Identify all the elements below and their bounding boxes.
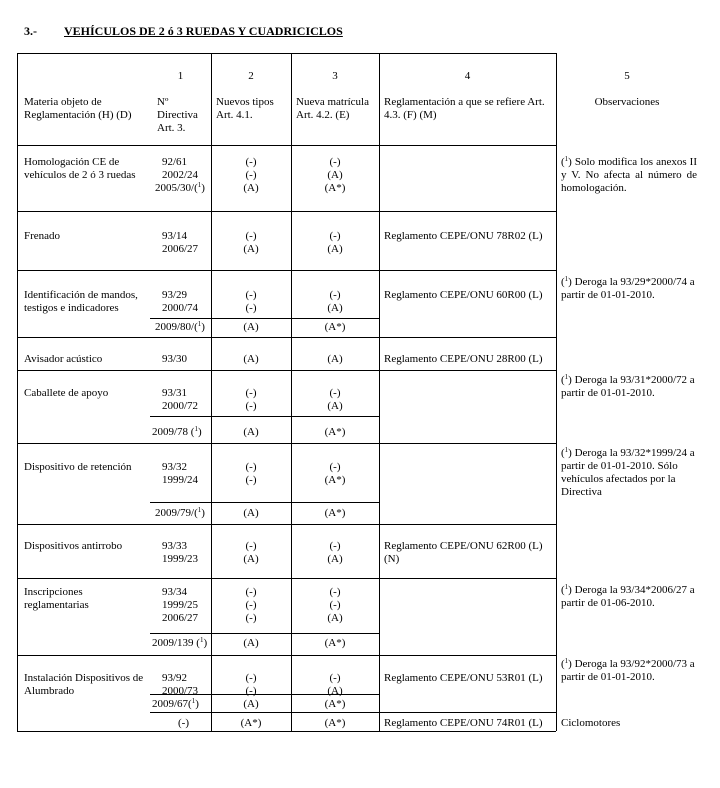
nuevos-value: (A*) xyxy=(240,717,262,729)
matricula-value: (-) xyxy=(329,586,341,598)
observacion-text: ($^1$) Deroga la 93/31*2000/72 a partir de 01-01-2010. xyxy=(561,373,695,399)
matricula-value: (-) xyxy=(329,540,341,552)
col-number-2: 2 xyxy=(248,70,254,82)
header-reglamentacion: Reglamentación a que se refiere Art. 4.3. (F) (M) xyxy=(384,96,545,121)
nuevos-value: (-) xyxy=(245,474,257,486)
nuevos-value: (-) xyxy=(245,612,257,624)
matricula-value: (-) xyxy=(329,599,341,611)
directiva-value: 93/29 xyxy=(162,289,188,301)
matricula-value: (A*) xyxy=(324,321,346,333)
materia-label: Inscripciones reglamentarias xyxy=(24,586,89,611)
observacion-text: ($^1$) Deroga la 93/32*1999/24 a partir de 01-01-2010. Sólo vehículos afectados por la Directiva xyxy=(561,446,695,498)
reglamento-text: Reglamento CEPE/ONU 74R01 (L) xyxy=(384,717,543,729)
col-number-1: 1 xyxy=(177,70,184,82)
nuevos-value: (-) xyxy=(245,169,257,181)
matricula-value: (A*) xyxy=(324,698,346,710)
header-observaciones: Observaciones xyxy=(594,96,660,108)
directiva-value: 93/32 xyxy=(162,461,188,473)
reglamento-text: Reglamento CEPE/ONU 53R01 (L) xyxy=(384,672,543,684)
nuevos-value: (A) xyxy=(243,321,259,333)
directiva-value: 2009/139 ($^1$) xyxy=(152,636,208,649)
matricula-value: (A) xyxy=(327,553,343,565)
reglamento-text: Reglamento CEPE/ONU 62R00 (L) (N) xyxy=(384,540,543,565)
reglamento-text: Reglamento CEPE/ONU 78R02 (L) xyxy=(384,230,543,242)
matricula-value: (A) xyxy=(327,169,343,181)
matricula-value: (-) xyxy=(329,230,341,242)
directiva-value: 2009/78 ($^1$) xyxy=(152,425,202,438)
matricula-value: (A*) xyxy=(324,507,346,519)
directiva-value: 1999/24 xyxy=(162,474,199,486)
matricula-value: (A) xyxy=(327,353,343,365)
matricula-value: (A) xyxy=(327,685,343,697)
nuevos-value: (-) xyxy=(245,302,257,314)
materia-label: Frenado xyxy=(24,230,61,242)
directiva-value: 2002/24 xyxy=(162,169,199,181)
nuevos-value: (A) xyxy=(243,637,259,649)
nuevos-value: (A) xyxy=(243,698,259,710)
directiva-value: 2009/79/($^1$) xyxy=(155,506,205,519)
directiva-value: 93/92 xyxy=(162,672,188,684)
nuevos-value: (-) xyxy=(245,230,257,242)
nuevos-value: (-) xyxy=(245,387,257,399)
header-directiva: Nº Directiva Art. 3. xyxy=(157,96,198,134)
reglamento-text: Reglamento CEPE/ONU 60R00 (L) xyxy=(384,289,543,301)
directiva-value: 93/31 xyxy=(162,387,188,399)
directiva-value: 2009/80/($^1$) xyxy=(155,320,205,333)
matricula-value: (-) xyxy=(329,289,341,301)
materia-label: Dispositivos antirrobo xyxy=(24,540,123,552)
matricula-value: (A) xyxy=(327,243,343,255)
matricula-value: (A*) xyxy=(324,426,346,438)
directiva-value: 93/33 xyxy=(162,540,188,552)
matricula-value: (-) xyxy=(329,387,341,399)
nuevos-value: (-) xyxy=(245,685,257,697)
matricula-value: (-) xyxy=(329,672,341,684)
directiva-value: 2006/27 xyxy=(162,612,199,624)
materia-label: Dispositivo de retención xyxy=(24,461,132,473)
nuevos-value: (A) xyxy=(243,243,259,255)
materia-label: Homologación CE de vehículos de 2 ó 3 ruedas xyxy=(24,156,136,181)
directiva-value: 2009/67($^1$) xyxy=(152,697,199,710)
header-materia: Materia objeto de Reglamentación (H) (D) xyxy=(24,96,132,121)
header-nuevos-tipos: Nuevos tipos Art. 4.1. xyxy=(216,96,274,121)
directiva-value: 1999/25 xyxy=(162,599,199,611)
matricula-value: (A) xyxy=(327,302,343,314)
directiva-value: 93/14 xyxy=(162,230,188,242)
matricula-value: (A*) xyxy=(324,637,346,649)
matricula-value: (-) xyxy=(329,156,341,168)
directiva-value: 2005/30/($^1$) xyxy=(155,181,205,194)
nuevos-value: (-) xyxy=(245,599,257,611)
observacion-text: ($^1$) Deroga la 93/92*2000/73 a partir de 01-01-2010. xyxy=(561,657,695,683)
section-title: VEHÍCULOS DE 2 ó 3 RUEDAS Y CUADRICICLOS xyxy=(64,24,343,38)
nuevos-value: (-) xyxy=(245,400,257,412)
col-number-3: 3 xyxy=(332,70,338,82)
directiva-value: 2000/74 xyxy=(162,302,199,314)
nuevos-value: (A) xyxy=(243,553,259,565)
matricula-value: (A*) xyxy=(324,182,346,194)
observacion-text: ($^1$) Solo modifica los anexos II y V. No afecta al número de homologación. xyxy=(561,155,697,194)
directiva-value: 92/61 xyxy=(162,156,188,168)
nuevos-value: (-) xyxy=(245,586,257,598)
section-number: 3.- xyxy=(24,24,37,38)
materia-label: Instalación Dispositivos de Alumbrado xyxy=(24,672,144,697)
col-number-4: 4 xyxy=(464,70,471,82)
observacion-text: Ciclomotores xyxy=(561,717,621,729)
col-number-5: 5 xyxy=(624,70,630,82)
header-nueva-matricula: Nueva matrícula Art. 4.2. (E) xyxy=(296,96,369,121)
nuevos-value: (-) xyxy=(245,156,257,168)
materia-label: Avisador acústico xyxy=(24,353,103,365)
observacion-text: ($^1$) Deroga la 93/34*2006/27 a partir de 01-06-2010. xyxy=(561,583,695,609)
nuevos-value: (-) xyxy=(245,289,257,301)
materia-label: Caballete de apoyo xyxy=(24,387,109,399)
directiva-value: 93/34 xyxy=(162,586,188,598)
nuevos-value: (-) xyxy=(245,672,257,684)
matricula-value: (A*) xyxy=(324,717,346,729)
directiva-value: 2006/27 xyxy=(162,243,199,255)
nuevos-value: (A) xyxy=(243,426,259,438)
matricula-value: (-) xyxy=(329,461,341,473)
directiva-value: 1999/23 xyxy=(162,553,199,565)
nuevos-value: (-) xyxy=(245,540,257,552)
nuevos-value: (-) xyxy=(245,461,257,473)
materia-label: Identificación de mandos, testigos e indicadores xyxy=(24,289,138,314)
directiva-value: (-) xyxy=(178,717,189,729)
directiva-value: 2000/72 xyxy=(162,400,199,412)
nuevos-value: (A) xyxy=(243,182,259,194)
matricula-value: (A*) xyxy=(324,474,346,486)
matricula-value: (A) xyxy=(327,612,343,624)
nuevos-value: (A) xyxy=(243,507,259,519)
observacion-text: ($^1$) Deroga la 93/29*2000/74 a partir de 01-01-2010. xyxy=(561,275,695,301)
nuevos-value: (A) xyxy=(243,353,259,365)
matricula-value: (A) xyxy=(327,400,343,412)
reglamento-text: Reglamento CEPE/ONU 28R00 (L) xyxy=(384,353,543,365)
directiva-value: 2000/73 xyxy=(162,685,199,697)
directiva-value: 93/30 xyxy=(162,353,188,365)
